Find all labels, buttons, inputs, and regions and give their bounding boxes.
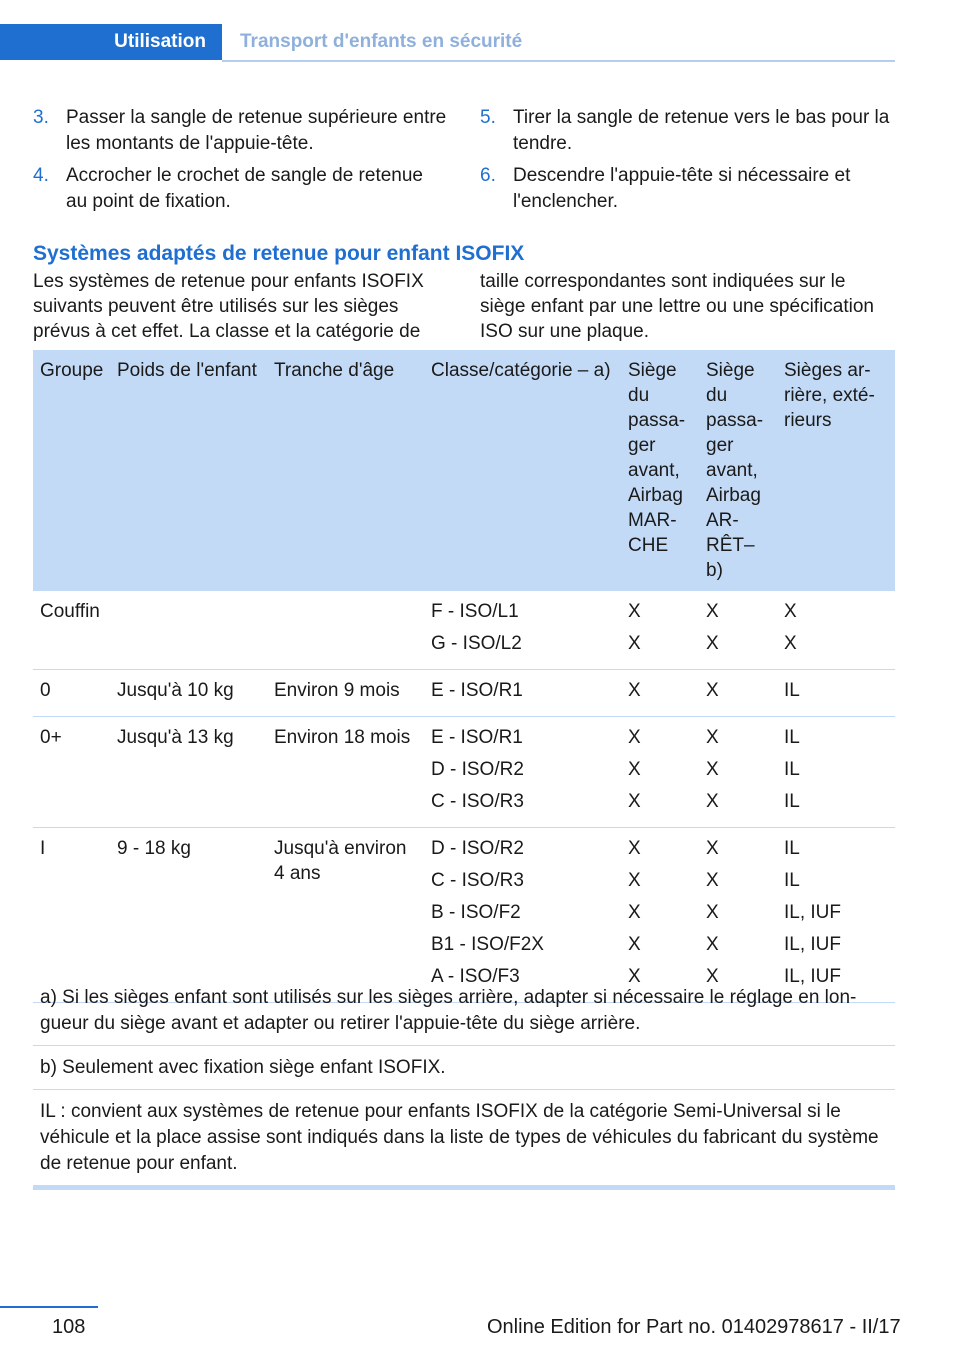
footnotes-divider [33, 1185, 895, 1190]
col-header-age: Tranche d'âge [267, 350, 424, 591]
suitability-value: X [706, 966, 719, 987]
class-value: E - ISO/R1 [431, 680, 523, 701]
page-header [0, 24, 895, 62]
cell-rear [777, 591, 895, 670]
suitability-value: X [628, 791, 641, 812]
step-number: 4. [33, 165, 49, 186]
table-row [33, 717, 895, 828]
suitability-value: X [628, 633, 641, 654]
cell-rear [777, 717, 895, 828]
cell-weight [110, 591, 267, 670]
suitability-value: IL [784, 727, 800, 748]
cell-group: 0+ [33, 717, 110, 828]
suitability-value: X [628, 727, 641, 748]
suitability-value: X [628, 601, 641, 622]
col-header-front-airbag-off: Siège du passager avant, Airbag ARRÊT– b) [699, 350, 777, 591]
class-value: F - ISO/L1 [431, 601, 519, 622]
cell-group: 0 [33, 670, 110, 717]
cell-airbag-on [621, 591, 699, 670]
steps-right-column [480, 105, 895, 221]
cell-rear [777, 670, 895, 717]
suitability-value: X [628, 870, 641, 891]
isofix-table [33, 350, 895, 1003]
table-footnotes [33, 976, 895, 1190]
cell-age [267, 591, 424, 670]
suitability-value: X [784, 633, 797, 654]
intro-paragraph-left: Les systèmes de retenue pour enfants ISOFIX suivants peuvent être utilisés sur les sièges prévus à cet effet. La classe et la catégorie de [33, 271, 424, 342]
col-header-front-airbag-on: Siège du passager avant, Airbag MARCHE [621, 350, 699, 591]
table-header-row [33, 350, 895, 591]
col-header-weight: Poids de l'enfant [110, 350, 267, 591]
suitability-value: IL, IUF [784, 934, 842, 955]
suitability-value: X [628, 838, 641, 859]
class-value: D - ISO/R2 [431, 838, 524, 859]
step-item [480, 163, 895, 215]
suitability-value: X [628, 680, 641, 701]
cell-airbag-off [699, 670, 777, 717]
steps-left-column [33, 105, 447, 221]
step-item [33, 105, 447, 157]
suitability-value: IL [784, 838, 800, 859]
step-number: 6. [480, 165, 496, 186]
footnote-b: b) Seulement avec fixation siège enfant ISOFIX. [33, 1046, 895, 1090]
cell-weight: 9 - 18 kg [110, 828, 267, 1003]
class-value: G - ISO/L2 [431, 633, 522, 654]
table-row [33, 591, 895, 670]
cell-airbag-off [699, 717, 777, 828]
suitability-value: X [706, 791, 719, 812]
suitability-value: X [628, 759, 641, 780]
col-header-rear-outer: Sièges arrière, extérieurs [777, 350, 895, 591]
suitability-value: IL, IUF [784, 966, 842, 987]
cell-group: I [33, 828, 110, 1003]
footer-divider [0, 1306, 98, 1308]
suitability-value: X [784, 601, 797, 622]
cell-age: Environ 18 mois [267, 717, 424, 828]
cell-group: Couffin [33, 591, 110, 670]
cell-weight: Jusqu'à 10 kg [110, 670, 267, 717]
col-header-class: Classe/catégorie – a) [424, 350, 621, 591]
suitability-value: IL [784, 791, 800, 812]
suitability-value: X [628, 934, 641, 955]
header-divider [222, 60, 895, 62]
col-header-group: Groupe [33, 350, 110, 591]
suitability-value: X [706, 902, 719, 923]
step-text: Passer la sangle de retenue supérieure entre les montants de l'appuie-tête. [66, 107, 447, 154]
class-value: A - ISO/F3 [431, 966, 520, 987]
suitability-value: X [706, 759, 719, 780]
cell-weight: Jusqu'à 13 kg [110, 717, 267, 828]
tab-utilisation[interactable]: Utilisation [0, 24, 222, 60]
cell-class [424, 717, 621, 828]
footnote-a: a) Si les sièges enfant sont utilisés sur les sièges arrière, adapter si nécessaire le réglage en longueur du siège avant et adapter ou retirer l'appuie-tête du siège arrière. [33, 976, 895, 1046]
suitability-value: X [706, 870, 719, 891]
step-item [480, 105, 895, 157]
class-value: C - ISO/R3 [431, 791, 524, 812]
intro-paragraph-right: taille correspondantes sont indiquées sur le siège enfant par une lettre ou une spécification ISO sur une plaque. [480, 271, 874, 342]
tab-transport-enfants[interactable]: Transport d'enfants en sécurité [240, 31, 523, 52]
step-text: Accrocher le crochet de sangle de retenue au point de fixation. [66, 165, 423, 212]
class-value: B1 - ISO/F2X [431, 934, 544, 955]
suitability-value: X [706, 633, 719, 654]
class-value: C - ISO/R3 [431, 870, 524, 891]
table-row [33, 670, 895, 717]
suitability-value: X [706, 680, 719, 701]
edition-label: Online Edition for Part no. 01402978617 - II/17 [487, 1316, 901, 1338]
suitability-value: IL [784, 680, 800, 701]
cell-age: Jusqu'à environ 4 ans [267, 828, 424, 1003]
step-number: 3. [33, 107, 49, 128]
cell-airbag-on [621, 670, 699, 717]
suitability-value: X [628, 966, 641, 987]
footnote-il: IL : convient aux systèmes de retenue pour enfants ISOFIX de la catégorie Semi-Universal si le véhicule et la place assise sont indiqués dans la liste de types de véhicules du fabricant du système de retenue pour enfant. [40, 1101, 879, 1174]
step-number: 5. [480, 107, 496, 128]
class-value: D - ISO/R2 [431, 759, 524, 780]
cell-class [424, 670, 621, 717]
cell-class [424, 591, 621, 670]
page-number: 108 [52, 1316, 86, 1338]
cell-airbag-on [621, 717, 699, 828]
suitability-value: X [706, 601, 719, 622]
suitability-value: X [628, 902, 641, 923]
class-value: B - ISO/F2 [431, 902, 521, 923]
suitability-value: IL [784, 870, 800, 891]
cell-age: Environ 9 mois [267, 670, 424, 717]
suitability-value: X [706, 727, 719, 748]
step-text: Descendre l'appuie-tête si nécessaire et l'enclencher. [513, 165, 851, 212]
cell-airbag-off [699, 591, 777, 670]
suitability-value: IL [784, 759, 800, 780]
suitability-value: X [706, 934, 719, 955]
section-title: Systèmes adaptés de retenue pour enfant ISOFIX [33, 242, 525, 265]
suitability-value: X [706, 838, 719, 859]
class-value: E - ISO/R1 [431, 727, 523, 748]
step-text: Tirer la sangle de retenue vers le bas pour la tendre. [513, 107, 890, 154]
suitability-value: IL, IUF [784, 902, 842, 923]
step-item [33, 163, 447, 215]
